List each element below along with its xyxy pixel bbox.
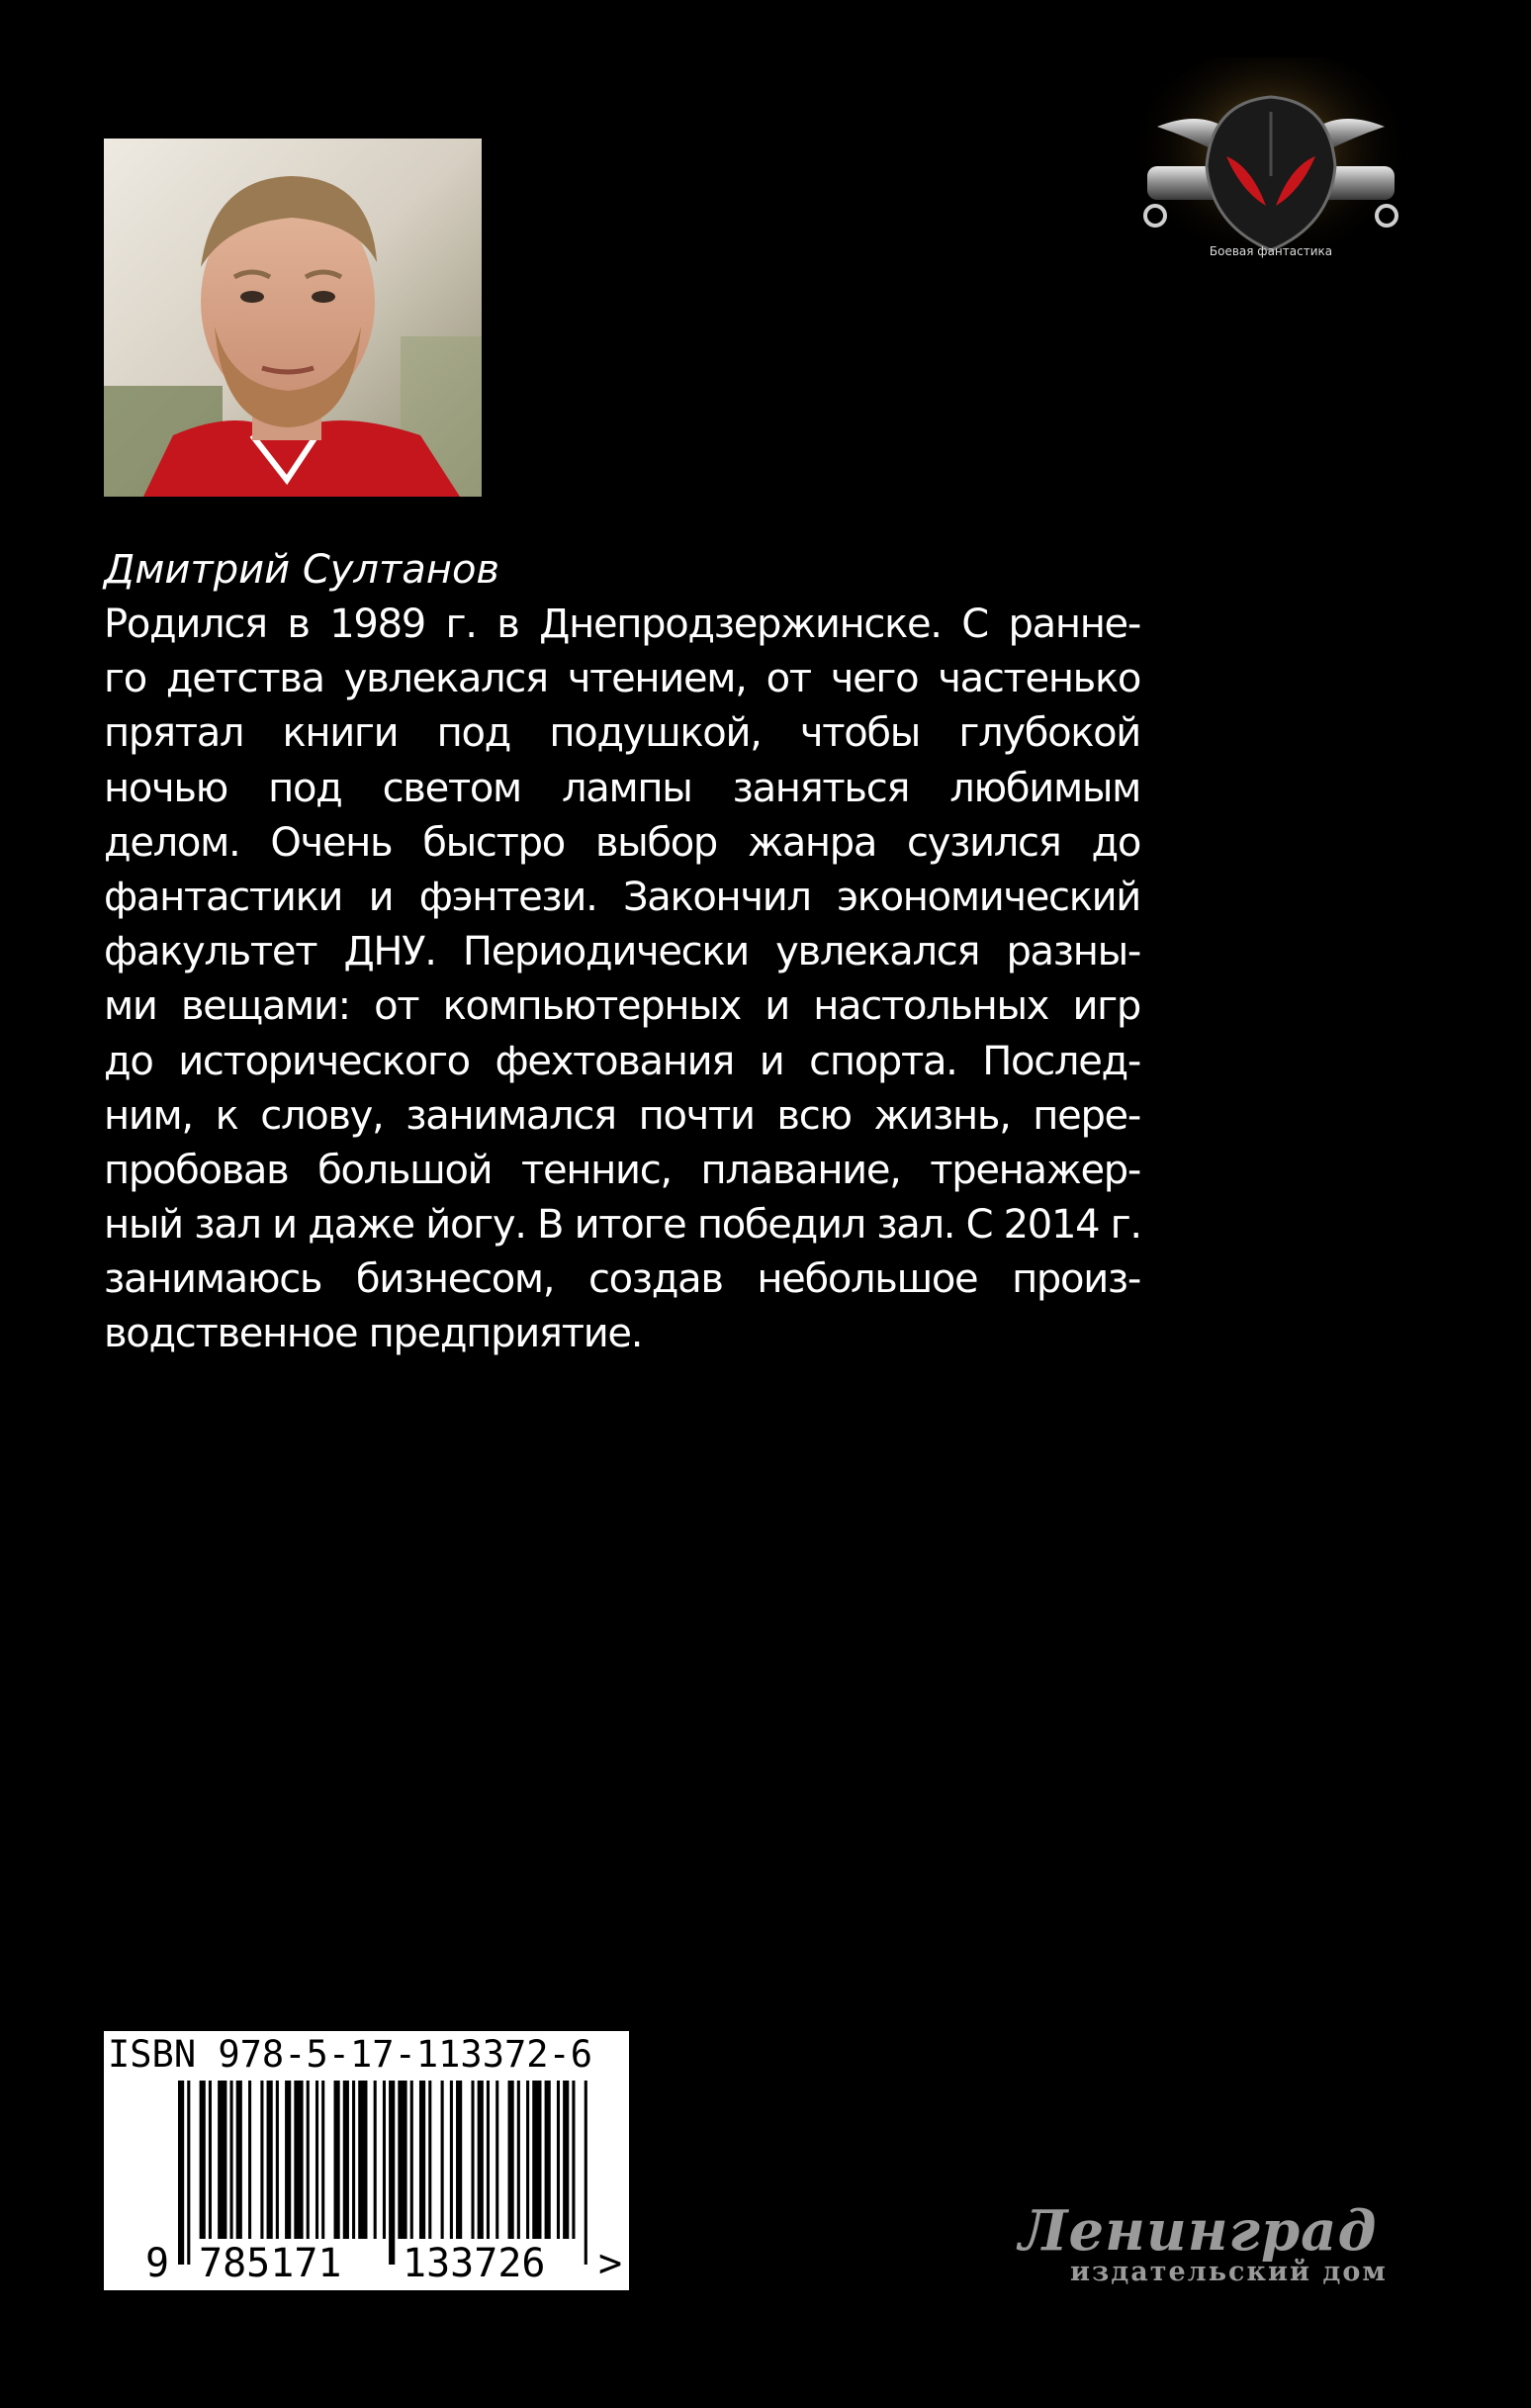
barcode-bars — [178, 2081, 593, 2265]
barcode-bar — [572, 2081, 575, 2239]
barcode-bar — [419, 2081, 425, 2239]
barcode-bar — [557, 2081, 560, 2239]
bio-line: ный зал и даже йогу. В итоге победил зал. С 2014 г. — [104, 1202, 1141, 1249]
alien-mask-icon — [1127, 57, 1414, 315]
barcode-bar — [352, 2081, 355, 2239]
barcode-bar — [260, 2081, 263, 2239]
bio-line: пробовав большой теннис, плавание, тренажер- — [104, 1147, 1140, 1193]
barcode-bar — [517, 2081, 520, 2239]
barcode-bar — [209, 2081, 212, 2239]
barcode-bar — [450, 2081, 453, 2239]
barcode-bar — [276, 2081, 279, 2239]
bio-line: занимаюсь бизнесом, создав небольшое произ- — [104, 1256, 1140, 1303]
isbn-barcode — [104, 2031, 629, 2290]
publisher-subtitle: издательский дом — [1070, 2257, 1388, 2287]
barcode-bar — [532, 2081, 541, 2239]
barcode-bar — [294, 2081, 303, 2239]
bio-line: факультет ДНУ. Периодически увлекался разны- — [104, 929, 1140, 975]
ean-left-group: 785171 — [199, 2241, 342, 2286]
author-name: Дмитрий Султанов — [104, 547, 499, 593]
barcode-bar — [236, 2081, 242, 2239]
publisher-name: Ленинград — [1019, 2198, 1378, 2264]
ean-quiet-zone-marker: > — [598, 2241, 623, 2286]
author-photo — [104, 139, 482, 497]
barcode-bar — [526, 2081, 529, 2239]
bio-line: водственное предприятие. — [104, 1311, 643, 1357]
barcode-bar — [585, 2081, 587, 2265]
barcode-bar — [398, 2081, 406, 2239]
barcode-bar — [267, 2081, 273, 2239]
barcode-bar — [487, 2081, 490, 2239]
barcode-bar — [307, 2081, 310, 2239]
bio-line: ми вещами: от компьютерных и настольных игр — [104, 983, 1140, 1030]
bio-line: Родился в 1989 г. в Днепродзержинске. С ранне- — [104, 602, 1140, 647]
bio-line: фантастики и фэнтези. Закончил экономический — [104, 874, 1140, 920]
barcode-bar — [383, 2081, 386, 2239]
barcode-bar — [358, 2081, 367, 2239]
barcode-bar — [545, 2081, 551, 2239]
barcode-bar — [315, 2081, 318, 2239]
barcode-bar — [563, 2081, 569, 2239]
barcode-bar — [410, 2081, 413, 2239]
barcode-bar — [428, 2081, 431, 2239]
barcode-bar — [178, 2081, 184, 2265]
barcode-bar — [285, 2081, 291, 2239]
author-bio — [104, 542, 1140, 1362]
ean-right-group: 133726 — [403, 2241, 546, 2286]
barcode-bar — [248, 2081, 251, 2239]
bio-line: го детства увлекался чтением, от чего частенько — [104, 656, 1140, 702]
barcode-bar — [230, 2081, 233, 2239]
bio-line: ним, к слову, занимался почти всю жизнь, пере- — [104, 1092, 1140, 1139]
series-emblem — [1127, 57, 1414, 315]
barcode-bar — [441, 2081, 444, 2239]
barcode-bar — [334, 2081, 340, 2239]
barcode-bar — [218, 2081, 226, 2239]
series-caption: Боевая фантастика — [1209, 244, 1333, 258]
barcode-bar — [321, 2081, 324, 2239]
barcode-bar — [374, 2081, 377, 2239]
barcode-bar — [471, 2081, 474, 2239]
barcode-bar — [343, 2081, 349, 2239]
barcode-bar — [187, 2081, 190, 2265]
bio-line: делом. Очень быстро выбор жанра сузился до — [104, 819, 1140, 866]
bio-line: прятал книги под подушкой, чтобы глубокой — [104, 710, 1140, 757]
isbn-label: ISBN 978-5-17-113372-6 — [108, 2033, 593, 2076]
barcode-bar — [200, 2081, 206, 2239]
publisher-logo — [1019, 2198, 1395, 2300]
barcode-bar — [478, 2081, 484, 2239]
barcode-bar — [389, 2081, 395, 2265]
barcode-bar — [456, 2081, 462, 2239]
bio-line: ночью под светом лампы заняться любимым — [104, 765, 1140, 811]
ean-first-digit: 9 — [145, 2241, 170, 2286]
barcode-bar — [508, 2081, 514, 2239]
barcode-bar — [495, 2081, 498, 2239]
bio-line: до исторического фехтования и спорта. Послед- — [104, 1038, 1140, 1084]
